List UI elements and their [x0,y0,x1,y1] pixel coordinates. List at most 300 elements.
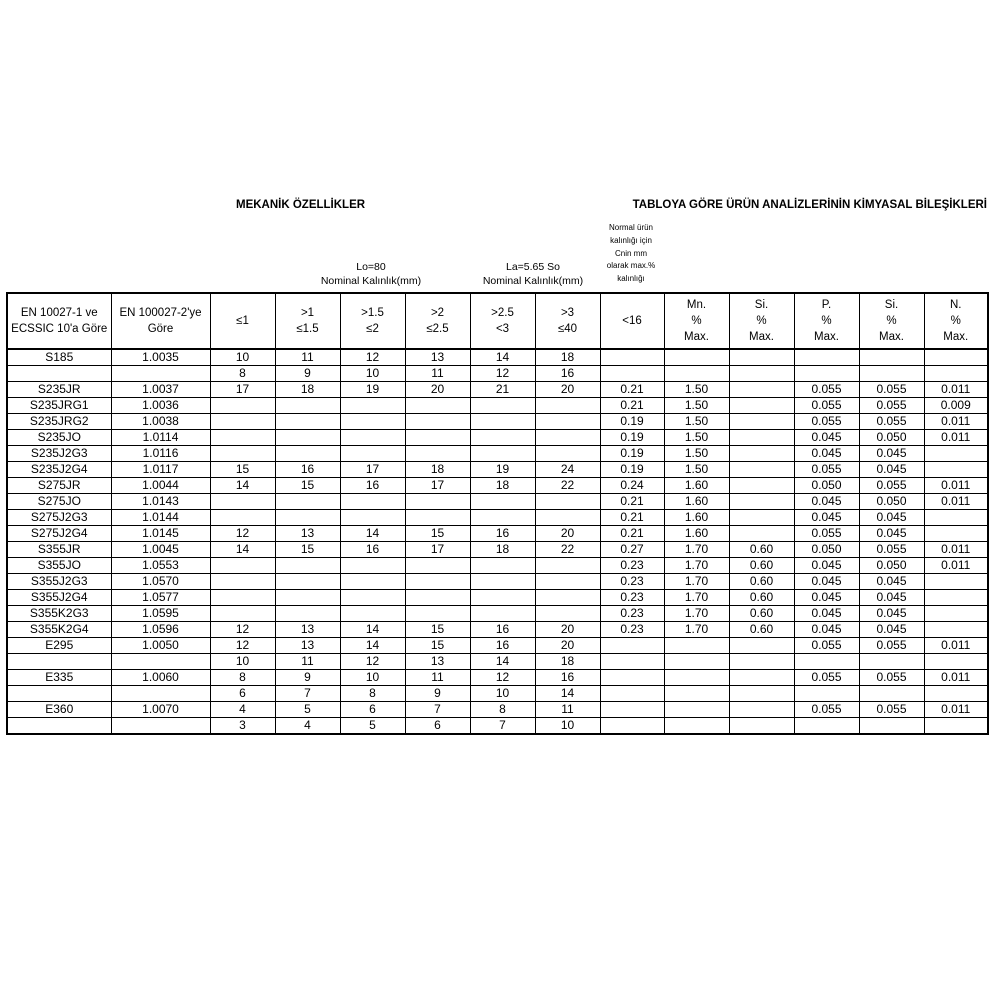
material-number-cell: 1.0577 [111,590,210,606]
table-cell: 16 [340,478,405,494]
material-number-cell [111,718,210,735]
table-cell: 1.70 [664,574,729,590]
table-cell: 14 [340,638,405,654]
table-cell [924,349,988,366]
table-cell [535,606,600,622]
table-cell: 9 [275,366,340,382]
steel-grade-cell: S235J2G4 [7,462,111,478]
table-cell: 20 [535,622,600,638]
table-row [7,718,988,735]
table-row [7,366,988,382]
table-cell [405,414,470,430]
table-cell: 1.60 [664,478,729,494]
material-number-cell: 1.0595 [111,606,210,622]
table-cell: 13 [275,622,340,638]
table-cell: 0.045 [794,558,859,574]
material-number-cell: 1.0117 [111,462,210,478]
table-cell: 16 [470,526,535,542]
material-number-cell: 1.0596 [111,622,210,638]
steel-grade-cell [7,718,111,735]
column-header-line: ≤2.5 [426,323,449,335]
material-number-cell: 1.0143 [111,494,210,510]
table-cell: 7 [275,686,340,702]
table-row [7,542,988,558]
table-cell: 12 [470,366,535,382]
table-cell: 0.045 [794,606,859,622]
table-cell: 18 [470,478,535,494]
table-cell [729,718,794,735]
table-cell: 0.011 [924,478,988,494]
table-cell: 12 [210,638,275,654]
lo-thickness-note [300,260,442,288]
table-cell [924,526,988,542]
table-cell: 0.21 [600,398,664,414]
table-cell [210,558,275,574]
material-number-cell [111,686,210,702]
table-cell [729,654,794,670]
table-cell: 18 [470,542,535,558]
table-cell: 0.19 [600,446,664,462]
table-cell: 13 [275,526,340,542]
table-cell: 18 [275,382,340,398]
table-cell: 0.045 [859,526,924,542]
table-cell [405,590,470,606]
column-header-line: % [821,315,832,327]
column-header-line: Si. [884,299,899,311]
table-cell: 16 [535,366,600,382]
table-cell [729,670,794,686]
table-header [7,293,988,349]
table-cell: 15 [275,478,340,494]
table-cell: 0.24 [600,478,664,494]
table-cell [924,510,988,526]
table-cell: 0.045 [859,510,924,526]
table-cell [924,654,988,670]
note-line: La=5.65 So [505,261,560,273]
column-header [111,293,210,349]
table-cell [470,446,535,462]
table-cell: 8 [470,702,535,718]
table-cell: 0.011 [924,702,988,718]
table-cell [535,574,600,590]
table-cell [729,478,794,494]
table-cell: 0.23 [600,622,664,638]
table-cell [340,558,405,574]
column-header-line: >1.5 [361,307,384,319]
table-cell: 0.055 [794,462,859,478]
table-cell: 15 [210,462,275,478]
table-cell [535,590,600,606]
table-cell: 0.011 [924,430,988,446]
table-cell [340,574,405,590]
table-cell [600,670,664,686]
table-cell [664,718,729,735]
table-cell: 0.60 [729,622,794,638]
table-row [7,686,988,702]
table-cell [405,398,470,414]
table-cell [210,574,275,590]
table-cell: 0.055 [794,702,859,718]
steel-grade-cell: S235JRG1 [7,398,111,414]
table-row [7,606,988,622]
column-header-line: Max. [814,331,839,343]
table-cell [405,430,470,446]
steel-properties-table [6,292,989,735]
table-cell [859,349,924,366]
table-cell [729,366,794,382]
table-cell: 1.70 [664,606,729,622]
material-number-cell: 1.0144 [111,510,210,526]
steel-grade-cell: S355K2G3 [7,606,111,622]
table-cell: 10 [340,366,405,382]
table-cell: 0.055 [859,670,924,686]
table-cell: 22 [535,542,600,558]
column-header-line: ≤2 [366,323,379,335]
table-cell: 0.21 [600,382,664,398]
material-number-cell: 1.0570 [111,574,210,590]
column-header-line: ECSSIC 10'a Göre [11,323,108,335]
table-cell: 0.011 [924,382,988,398]
table-cell [600,366,664,382]
table-cell: 16 [470,622,535,638]
table-cell: 5 [340,718,405,735]
table-cell: 0.21 [600,526,664,542]
table-cell [664,638,729,654]
table-cell: 15 [275,542,340,558]
table-cell [405,606,470,622]
table-cell: 14 [470,654,535,670]
column-header-line: Mn. [686,299,707,311]
table-cell: 14 [210,478,275,494]
note-line: Lo=80 [356,261,386,273]
table-cell: 0.045 [794,622,859,638]
table-cell [535,494,600,510]
table-cell [340,446,405,462]
table-cell: 14 [340,622,405,638]
table-cell: 16 [470,638,535,654]
table-cell: 0.011 [924,542,988,558]
table-cell [729,494,794,510]
column-header-line: EN 100027-2'ye [119,307,202,319]
table-cell [664,654,729,670]
material-number-cell: 1.0070 [111,702,210,718]
table-cell: 11 [535,702,600,718]
table-cell [924,446,988,462]
table-cell: 1.50 [664,414,729,430]
table-cell: 16 [340,542,405,558]
table-cell: 0.011 [924,558,988,574]
table-cell: 0.050 [859,558,924,574]
table-row [7,622,988,638]
column-header [664,293,729,349]
table-cell: 0.23 [600,558,664,574]
table-cell: 11 [275,654,340,670]
table-cell: 16 [275,462,340,478]
table-cell [340,510,405,526]
material-number-cell: 1.0145 [111,526,210,542]
table-cell: 20 [535,526,600,542]
table-cell [405,574,470,590]
table-row [7,654,988,670]
column-header [405,293,470,349]
column-header [600,293,664,349]
table-cell: 14 [340,526,405,542]
table-cell [405,494,470,510]
table-cell [470,398,535,414]
table-cell: 6 [210,686,275,702]
table-cell: 1.60 [664,494,729,510]
table-cell [210,430,275,446]
table-cell [340,606,405,622]
material-number-cell: 1.0037 [111,382,210,398]
steel-grade-cell: S355J2G3 [7,574,111,590]
table-cell [924,462,988,478]
table-cell [729,446,794,462]
table-cell [794,366,859,382]
table-cell [405,510,470,526]
table-cell [210,494,275,510]
table-cell [729,349,794,366]
table-cell: 0.050 [859,430,924,446]
material-number-cell [111,366,210,382]
material-number-cell: 1.0044 [111,478,210,494]
table-cell: 3 [210,718,275,735]
material-number-cell: 1.0553 [111,558,210,574]
table-cell: 12 [210,526,275,542]
table-cell: 1.50 [664,462,729,478]
column-header-line: >1 [300,307,315,319]
table-cell: 14 [210,542,275,558]
table-cell [210,606,275,622]
table-cell [664,349,729,366]
table-cell: 10 [210,349,275,366]
table-cell: 0.055 [859,382,924,398]
table-cell: 0.045 [859,606,924,622]
column-header [7,293,111,349]
table-cell [210,510,275,526]
table-cell: 4 [275,718,340,735]
table-cell: 20 [535,638,600,654]
steel-grade-cell [7,686,111,702]
table-cell: 1.70 [664,558,729,574]
table-cell [340,494,405,510]
column-header-line: Max. [879,331,904,343]
table-cell [405,446,470,462]
table-cell: 0.055 [859,542,924,558]
table-cell: 0.19 [600,414,664,430]
table-cell [470,414,535,430]
table-cell: 11 [275,349,340,366]
steel-grade-cell: S275J2G4 [7,526,111,542]
column-header-line: <3 [495,323,510,335]
table-cell [664,670,729,686]
steel-grade-cell: S275JO [7,494,111,510]
table-cell [275,446,340,462]
column-header [729,293,794,349]
column-header-line: P. [821,299,832,311]
note-line: Nominal Kalınlık(mm) [320,275,422,287]
table-row [7,590,988,606]
table-cell [275,510,340,526]
table-cell: 15 [405,526,470,542]
table-cell [275,398,340,414]
table-cell: 0.055 [859,478,924,494]
table-cell: 0.055 [859,398,924,414]
table-cell [535,558,600,574]
table-cell [340,590,405,606]
table-cell: 6 [405,718,470,735]
table-cell: 17 [405,542,470,558]
table-cell: 10 [535,718,600,735]
table-cell [600,718,664,735]
table-cell: 8 [210,670,275,686]
table-cell: 0.60 [729,558,794,574]
table-row [7,446,988,462]
table-cell: 0.045 [859,590,924,606]
table-cell [340,398,405,414]
table-cell: 15 [405,638,470,654]
table-cell: 0.050 [794,478,859,494]
table-cell: 5 [275,702,340,718]
table-cell: 0.60 [729,542,794,558]
steel-grade-cell: S275J2G3 [7,510,111,526]
table-row [7,526,988,542]
table-cell: 0.045 [794,446,859,462]
column-header-line: Max. [943,331,969,343]
table-cell [924,718,988,735]
table-cell: 14 [470,349,535,366]
table-cell: 0.011 [924,494,988,510]
column-header-line: >2.5 [491,307,514,319]
table-cell: 16 [535,670,600,686]
table-cell: 0.055 [794,414,859,430]
table-row [7,414,988,430]
table-cell: 8 [340,686,405,702]
table-cell: 0.60 [729,590,794,606]
table-cell [275,590,340,606]
table-cell: 0.055 [794,526,859,542]
column-header-line: ≤1.5 [296,323,319,335]
table-cell: 0.045 [794,574,859,590]
table-cell: 17 [405,478,470,494]
table-cell: 8 [210,366,275,382]
table-cell: 0.19 [600,462,664,478]
table-cell [470,590,535,606]
la-thickness-note [462,260,604,288]
table-cell: 4 [210,702,275,718]
table-cell: 0.055 [794,638,859,654]
table-row [7,382,988,398]
table-cell [729,526,794,542]
steel-grade-cell: S355J2G4 [7,590,111,606]
table-cell [600,654,664,670]
table-row [7,349,988,366]
column-header-line: Max. [749,331,774,343]
table-cell [405,558,470,574]
table-cell: 0.045 [794,590,859,606]
table-cell [275,558,340,574]
material-number-cell: 1.0035 [111,349,210,366]
column-header-line: Max. [684,331,709,343]
note-line: kalınlığı için [610,235,652,245]
steel-grade-cell [7,654,111,670]
table-cell: 19 [340,382,405,398]
table-cell [729,398,794,414]
table-cell [210,446,275,462]
table-cell: 17 [340,462,405,478]
table-cell: 0.055 [859,638,924,654]
table-cell [535,414,600,430]
table-cell: 0.19 [600,430,664,446]
table-cell [535,446,600,462]
table-cell: 21 [470,382,535,398]
column-header-line: Si. [754,299,769,311]
table-cell [470,430,535,446]
material-number-cell: 1.0045 [111,542,210,558]
table-cell [210,414,275,430]
table-cell: 18 [535,654,600,670]
table-cell [924,606,988,622]
table-cell: 10 [210,654,275,670]
table-cell: 15 [405,622,470,638]
table-cell [729,462,794,478]
table-cell: 9 [405,686,470,702]
column-header [924,293,988,349]
table-cell: 18 [535,349,600,366]
material-number-cell: 1.0050 [111,638,210,654]
material-number-cell: 1.0038 [111,414,210,430]
table-cell: 12 [470,670,535,686]
column-header [470,293,535,349]
table-cell: 19 [470,462,535,478]
steel-grade-cell: S275JR [7,478,111,494]
table-cell: 0.60 [729,606,794,622]
mechanical-properties-heading: MEKANİK ÖZELLİKLER [236,199,366,211]
table-row [7,398,988,414]
column-header [275,293,340,349]
table-cell [275,574,340,590]
table-cell: 0.009 [924,398,988,414]
column-header [794,293,859,349]
table-cell: 13 [405,654,470,670]
table-cell: 20 [405,382,470,398]
column-header [340,293,405,349]
table-cell: 0.045 [859,462,924,478]
table-cell [664,366,729,382]
table-row [7,670,988,686]
table-cell [210,398,275,414]
table-cell [924,590,988,606]
table-cell: 24 [535,462,600,478]
table-cell: 1.70 [664,622,729,638]
table-cell: 14 [535,686,600,702]
table-cell [535,398,600,414]
table-cell [340,414,405,430]
column-header [210,293,275,349]
table-cell [664,702,729,718]
table-cell [275,494,340,510]
table-cell: 1.60 [664,526,729,542]
material-number-cell: 1.0036 [111,398,210,414]
table-row [7,558,988,574]
table-row [7,462,988,478]
table-cell: 0.23 [600,606,664,622]
steel-grade-cell: S235JRG2 [7,414,111,430]
table-cell: 12 [210,622,275,638]
table-cell: 0.60 [729,574,794,590]
table-row [7,510,988,526]
note-line: Cnin mm [614,248,647,258]
